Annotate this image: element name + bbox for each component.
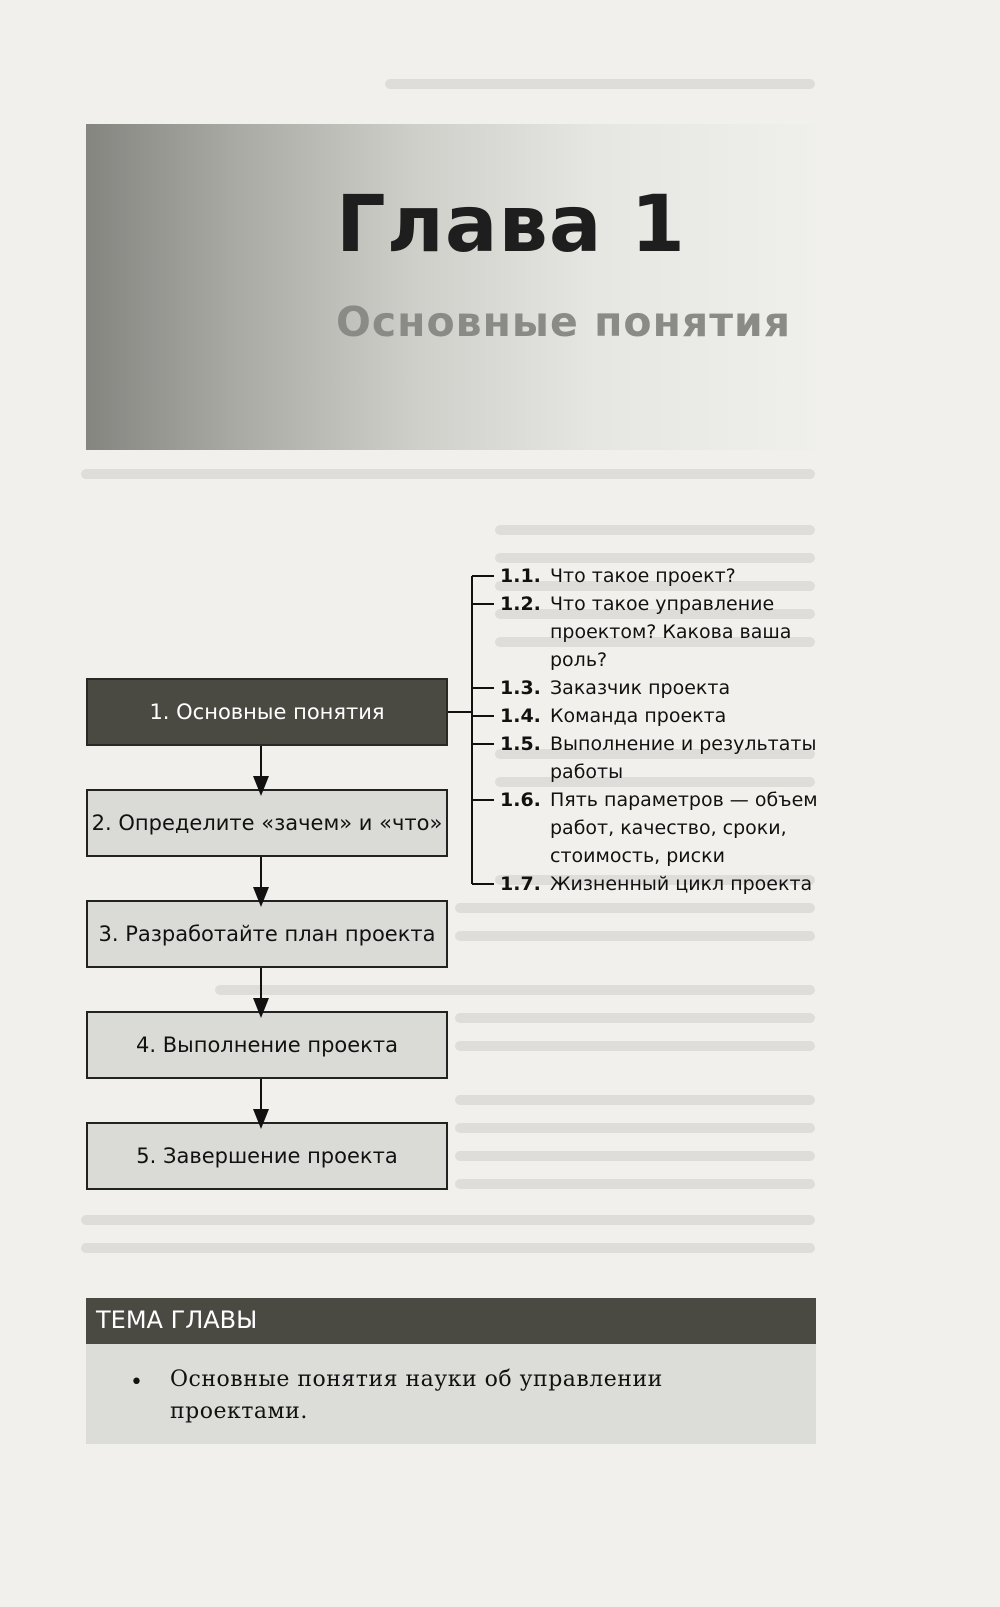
section-title: Пять параметров — объем работ, качество, сроки, стоимость, риски <box>550 789 818 867</box>
flow-step-2: 2. Определите «зачем» и «что» <box>86 789 448 857</box>
topic-header <box>86 1298 816 1344</box>
flow-step-4: 4. Выполнение проекта <box>86 1011 448 1079</box>
flow-step-3: 3. Разработайте план проекта <box>86 900 448 968</box>
section-number: 1.5. <box>500 733 541 755</box>
section-title: Команда проекта <box>550 705 727 727</box>
topic-body <box>86 1344 816 1444</box>
section-number: 1.6. <box>500 789 541 811</box>
flow-step-1: 1. Основные понятия <box>86 678 448 746</box>
flow-step-5: 5. Завершение проекта <box>86 1122 448 1190</box>
bullet-icon: • <box>130 1370 143 1395</box>
section-title: Заказчик проекта <box>550 677 731 699</box>
topic-header-label: ТЕМА ГЛАВЫ <box>96 1306 258 1334</box>
chapter-number: Глава 1 <box>336 180 686 270</box>
section-number: 1.1. <box>500 565 541 587</box>
section-title: Что такое проект? <box>550 565 736 587</box>
section-number: 1.4. <box>500 705 541 727</box>
section-title: Что такое управление проектом? Какова ваша роль? <box>550 593 792 671</box>
section-title: Жизненный цикл проекта <box>550 873 813 895</box>
chapter-title: Основные понятия <box>336 298 792 346</box>
section-title: Выполнение и результаты работы <box>550 733 817 783</box>
section-number: 1.7. <box>500 873 541 895</box>
section-number: 1.3. <box>500 677 541 699</box>
section-number: 1.2. <box>500 593 541 615</box>
topic-text: Основные понятия науки об управлении проектами. <box>170 1367 663 1424</box>
